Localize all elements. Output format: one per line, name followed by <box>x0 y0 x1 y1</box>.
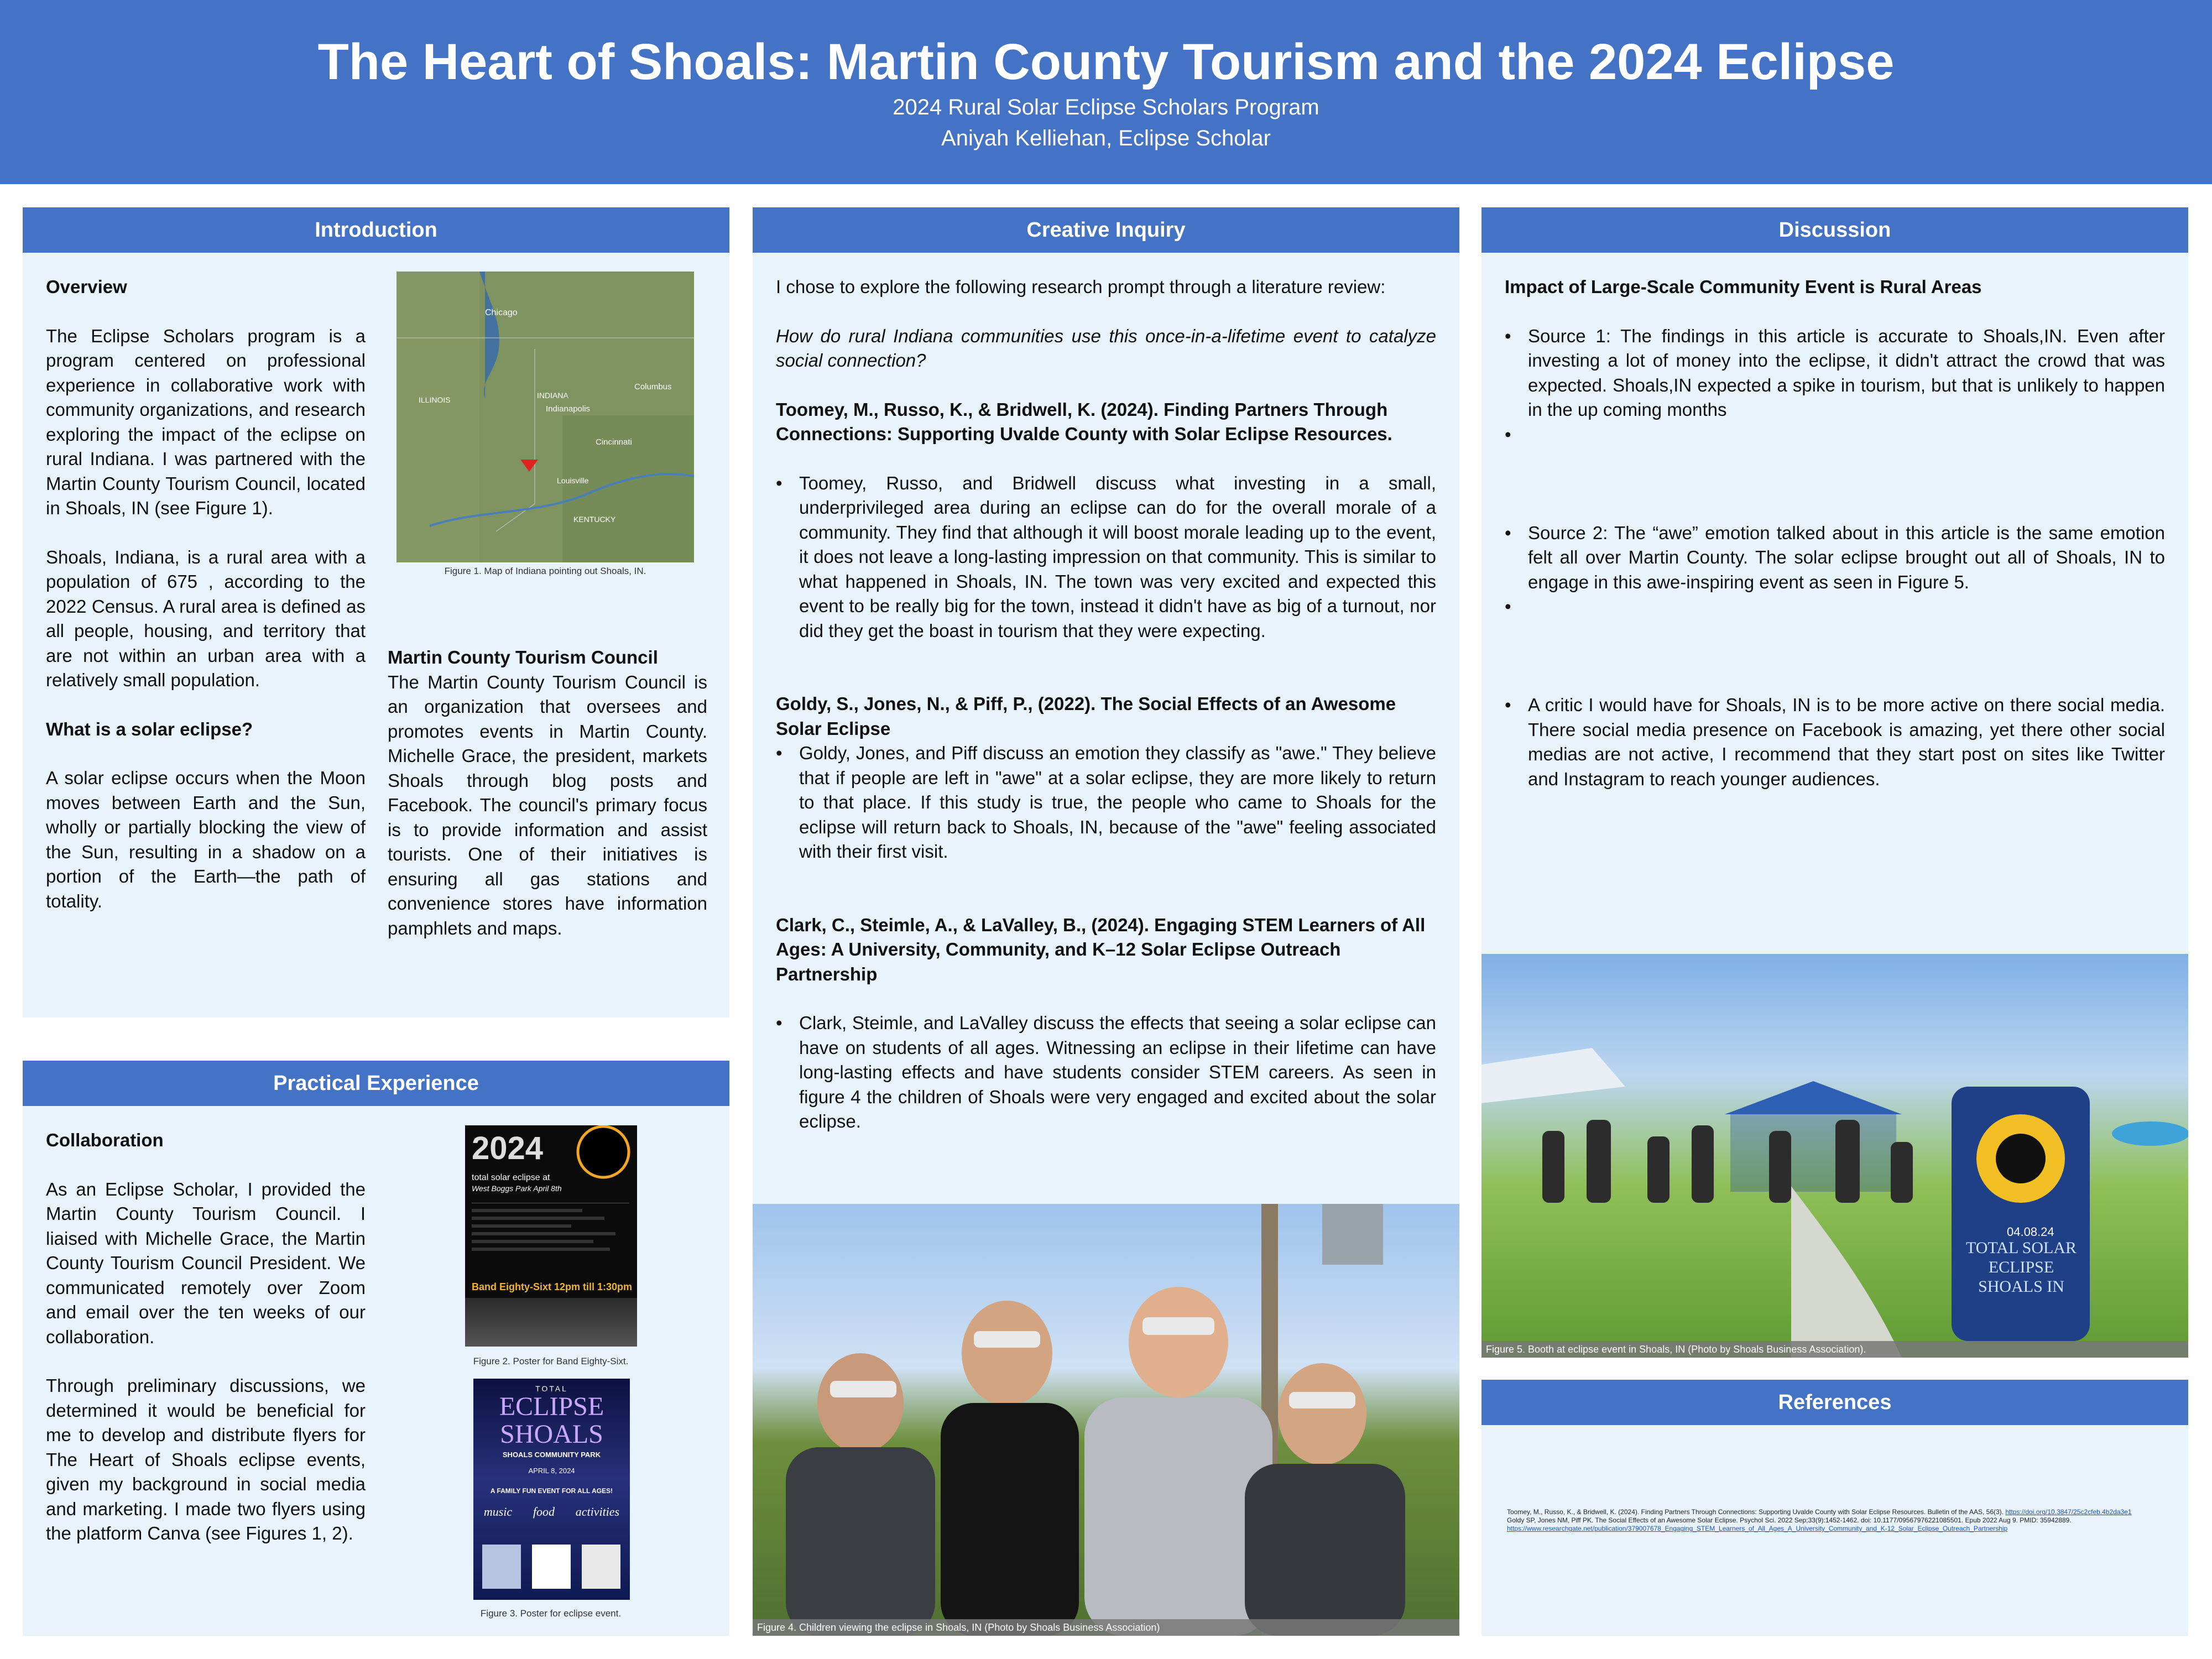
event-poster-date: APRIL 8, 2024 <box>528 1467 575 1475</box>
ref2-title: Goldy, S., Jones, N., & Piff, P., (2022). The Social Effects of an Awesome Solar Eclipse <box>776 693 1396 739</box>
intro-right-column <box>388 645 707 941</box>
reference-1 <box>1507 1508 2165 1516</box>
discussion-point-1: • Source 1: The findings in this article is accurate to Shoals,IN. Even after investing a lot of money into the eclipse, it didn't attract the crowd that was expected. Shoals,IN expected a spike in tourism, but that is unlikely to happen in the up coming months <box>1505 324 2165 422</box>
event-poster-tagline: A FAMILY FUN EVENT FOR ALL AGES! <box>490 1487 613 1495</box>
event-poster-activities: activities <box>575 1505 620 1519</box>
practical-experience-panel <box>23 1061 729 1636</box>
event-poster-thumb-1 <box>482 1545 521 1589</box>
discussion-point-3: • A critic I would have for Shoals, IN is to be more active on there social media. There social media presence on Facebook is amazing, yet there other social medias are not active, I recommend that they start post on sites like Twitter and Instagram to reach younger audiences. <box>1505 693 2165 791</box>
creative-inquiry-heading: Creative Inquiry <box>753 207 1459 253</box>
event-poster-food: food <box>533 1505 555 1519</box>
ref2-bullets <box>776 741 1436 864</box>
discussion-content <box>1505 275 2165 791</box>
event-poster-title2: SHOALS <box>500 1420 603 1449</box>
children-photo-graphic <box>753 1204 1459 1636</box>
reference-1-link[interactable]: https://doi.org/10.3847/25c2cfeb.4b2da3e1 <box>2005 1508 2132 1516</box>
booth-event-photo <box>1481 954 2188 1358</box>
references-panel <box>1481 1380 2188 1636</box>
references-list <box>1507 1508 2165 1533</box>
intro-left-column <box>46 275 366 914</box>
eclipse-title: What is a solar eclipse? <box>46 718 253 739</box>
figure2-caption: Figure 2. Poster for Band Eighty-Sixt. <box>473 1356 629 1366</box>
poster-title: The Heart of Shoals: Martin County Tourism and the 2024 Eclipse <box>317 34 1895 90</box>
booth-sign-date: 04.08.24 <box>2007 1225 2054 1239</box>
event-poster-bottom <box>473 1505 630 1519</box>
map-label-louisville: Louisville <box>557 476 589 485</box>
spacer <box>1505 594 2165 693</box>
map-label-illinois: ILLINOIS <box>419 395 451 404</box>
research-prompt: How do rural Indiana communities use this once-in-a-lifetime event to catalyze social connection? <box>776 325 1436 371</box>
map-label-kentucky: KENTUCKY <box>573 515 616 524</box>
map-label-columbus: Columbus <box>634 382 672 392</box>
booth-photo-graphic <box>1481 954 2188 1358</box>
creative-inquiry-panel <box>753 207 1459 1636</box>
spacer <box>1505 422 2165 521</box>
ref3-text: • Clark, Steimle, and LaValley discuss the effects that seeing a solar eclipse can have on students of all ages. Witnessing an eclipse in their lifetime can have long-lasting effects and have students consider STEM careers. As seen in figure 4 the children of Shoals were very engaged and excited about the solar eclipse. <box>776 1011 1436 1134</box>
booth-sign-line3: SHOALS IN <box>1978 1277 2064 1296</box>
booth-sign-line1: TOTAL SOLAR <box>1965 1239 2077 1257</box>
event-poster-top: TOTAL <box>535 1384 568 1393</box>
event-poster-music: music <box>483 1505 513 1519</box>
collaboration-text-1: As an Eclipse Scholar, I provided the Martin County Tourism Council. I liaised with Michelle Grace, the Martin County Tourism Council President. We communicated remotely over Zoom and email over the ten weeks of our collaboration. <box>46 1178 366 1347</box>
event-poster-place: SHOALS COMMUNITY PARK <box>502 1451 601 1459</box>
ref1-text: • Toomey, Russo, and Bridwell discuss what investing in a small, underprivileged area during an eclipse can do for the overall morale of a community. They find that although it will boost morale leading up to the event, it does not leave a long-lasting impression on that community. This is similar to what happened in Shoals, IN. The town was very excited and expected this event to be really big for the town, instead it didn't have as big of a turnout, nor did they get the boast in tourism that they were expecting. <box>776 471 1436 644</box>
reference-3-link[interactable]: https://www.researchgate.net/publication/379007678_Engaging_STEM_Learners_of_All_Ages_A_University_Community_and_K-12_Solar_Eclipse_Outreach_Partnership <box>1507 1525 2008 1532</box>
introduction-panel <box>23 207 729 1018</box>
collaboration-title: Collaboration <box>46 1130 164 1150</box>
map-label-indiana: INDIANA <box>537 391 568 400</box>
ref3-bullets <box>776 1011 1436 1134</box>
rural-text: Shoals, Indiana, is a rural area with a population of 675 , according to the 2022 Census. A rural area is defined as all people, housing, and territory that are not within an urban area with a relatively small population. <box>46 546 366 690</box>
practical-text-column <box>46 1128 366 1546</box>
map-label-indianapolis: Indianapolis <box>546 404 591 414</box>
children-eclipse-photo <box>753 1204 1459 1636</box>
references-heading: References <box>1481 1380 2188 1425</box>
program-name: 2024 Rural Solar Eclipse Scholars Program <box>893 95 1319 120</box>
author-name: Aniyah Kelliehan, Eclipse Scholar <box>941 126 1271 151</box>
band-poster-details <box>472 1203 629 1268</box>
council-text: The Martin County Tourism Council is an organization that oversees and promotes events in Martin County. Michelle Grace, the president, markets Shoals through blog posts and Facebook. The council's primary focus is to provide information and assist tourists. One of their initiatives is ensuring all gas stations and convenience stores have information pamphlets and maps. <box>388 671 707 938</box>
event-poster-title1: ECLIPSE <box>499 1392 604 1421</box>
band-poster-band-line: Band Eighty-Sixt 12pm till 1:30pm <box>472 1281 633 1292</box>
discussion-heading: Discussion <box>1481 207 2188 253</box>
band-poster-line1: total solar eclipse at <box>472 1173 550 1182</box>
figure5-caption: Figure 5. Booth at eclipse event in Shoals, IN (Photo by Shoals Business Association). <box>1481 1341 2188 1358</box>
discussion-subtitle: Impact of Large-Scale Community Event is Rural Areas <box>1505 276 1982 297</box>
ref1-bullets <box>776 471 1436 644</box>
discussion-bullets <box>1505 324 2165 792</box>
figure1-caption: Figure 1. Map of Indiana pointing out Shoals, IN. <box>444 566 646 576</box>
figure3-caption: Figure 3. Poster for eclipse event. <box>480 1608 622 1619</box>
map-label-cincinnati: Cincinnati <box>596 437 632 447</box>
band-poster-year: 2024 <box>472 1130 544 1166</box>
poster-header <box>0 0 2212 184</box>
indiana-map <box>397 272 694 562</box>
reference-2: Goldy SP, Jones NM, Piff PK. The Social Effects of an Awesome Solar Eclipse. Psychol Sci. 2022 Sep;33(9):1452-1462. doi: 10.1177/09567976221085501. Epub 2022 Aug 9. PMID: 35942889. <box>1507 1516 2072 1524</box>
event-poster-qr-icon <box>582 1545 620 1589</box>
discussion-panel <box>1481 207 2188 1358</box>
eclipse-event-poster <box>473 1379 630 1600</box>
map-label-chicago: Chicago <box>485 308 518 317</box>
booth-sign-line2: ECLIPSE <box>1988 1258 2054 1276</box>
event-poster-thumb-2 <box>532 1545 571 1589</box>
practical-heading: Practical Experience <box>23 1061 729 1106</box>
ref2-text: • Goldy, Jones, and Piff discuss an emotion they classify as "awe." They believe that if people are left in "awe" at a solar eclipse, they are more likely to return to that place. If this study is true, the people who came to Shoals for the eclipse will return back to Shoals, IN, because of the "awe" feeling associated with their first visit. <box>776 741 1436 864</box>
map-graphic <box>397 272 694 562</box>
inquiry-content <box>776 275 1436 1134</box>
council-title: Martin County Tourism Council <box>388 647 658 667</box>
eclipse-text: A solar eclipse occurs when the Moon moves between Earth and the Sun, wholly or partially blocking the view of the Sun, resulting in a shadow on a portion of the Earth—the path of totality. <box>46 768 366 911</box>
overview-text: The Eclipse Scholars program is a program centered on professional experience in collaborative work with community organizations, and research exploring the impact of the eclipse on rural Indiana. I was partnered with the Martin County Tourism Council, located in Shoals, IN (see Figure 1). <box>46 325 366 518</box>
introduction-heading: Introduction <box>23 207 729 253</box>
band-poster-line2: West Boggs Park April 8th <box>472 1184 562 1193</box>
reference-1-text: Toomey, M., Russo, K., & Bridwell, K. (2024). Finding Partners Through Connections: Supporting Uvalde County with Solar Eclipse Resources. Bulletin of the AAS, 56(3). <box>1507 1508 2004 1516</box>
inquiry-intro: I chose to explore the following research prompt through a literature review: <box>776 276 1386 297</box>
collaboration-text-2: Through preliminary discussions, we determined it would be beneficial for me to develop and distribute flyers for The Heart of Shoals eclipse events, given my background in social media and marketing. I made two flyers using the platform Canva (see Figures 1, 2). <box>46 1375 366 1543</box>
band-poster <box>465 1125 637 1347</box>
overview-title: Overview <box>46 276 127 297</box>
discussion-point-2: • Source 2: The “awe” emotion talked about in this article is the same emotion felt all over Martin County. The solar eclipse brought out all of Shoals, IN to engage in this awe-inspiring event as seen in Figure 5. <box>1505 521 2165 595</box>
band-photo <box>465 1298 637 1347</box>
ref3-title: Clark, C., Steimle, A., & LaValley, B., (2024). Engaging STEM Learners of All Ages: A University, Community, and K–12 Solar Eclipse Outreach Partnership <box>776 914 1426 984</box>
figure4-caption: Figure 4. Children viewing the eclipse in Shoals, IN (Photo by Shoals Business Association) <box>753 1619 1459 1636</box>
ref1-title: Toomey, M., Russo, K., & Bridwell, K. (2024). Finding Partners Through Connections: Supporting Uvalde County with Solar Eclipse Resources. <box>776 399 1392 444</box>
